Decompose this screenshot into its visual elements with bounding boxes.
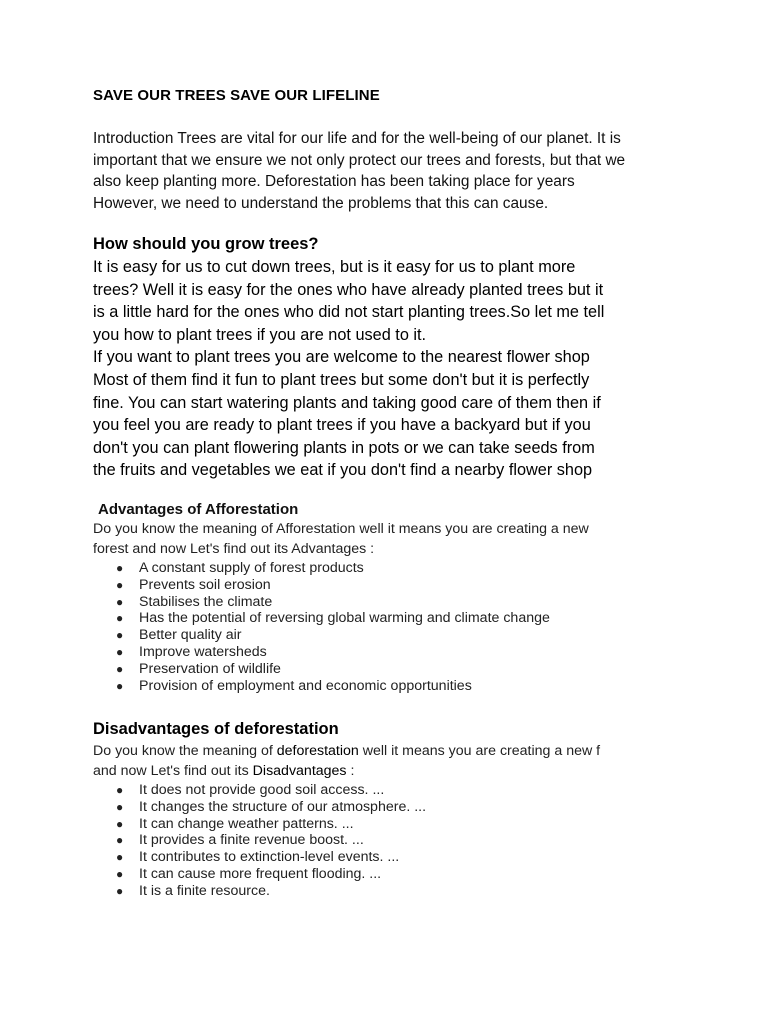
list-item bbox=[112, 661, 550, 678]
intro-line: important that we ensure we not only protect our trees and forests, but that we bbox=[93, 151, 626, 169]
list-item bbox=[112, 782, 426, 799]
advantages-intro-line: forest and now Let's find out its Advantages : bbox=[93, 541, 375, 557]
list-item-text: A constant supply of forest products bbox=[139, 560, 364, 576]
bullet-icon: ● bbox=[116, 661, 124, 676]
grow-line: If you want to plant trees you are welcome to the nearest flower shop bbox=[93, 348, 590, 367]
intro-text: well it means you are creating a new f bbox=[358, 743, 601, 759]
list-item-text: It contributes to extinction-level events. ... bbox=[139, 849, 400, 866]
list-item-text: Provision of employment and economic opportunities bbox=[139, 677, 472, 694]
list-item bbox=[112, 610, 550, 627]
advantages-list bbox=[112, 560, 550, 694]
bullet-icon: ● bbox=[116, 644, 124, 659]
intro-text: and now Let's find out its bbox=[93, 763, 253, 779]
grow-line: fine. You can start watering plants and taking good care of them then if bbox=[93, 393, 601, 412]
bullet-icon: ● bbox=[116, 611, 124, 626]
bullet-icon: ● bbox=[116, 577, 124, 592]
intro-text: Do you know the meaning of bbox=[93, 743, 277, 759]
bullet-icon: ● bbox=[116, 833, 124, 848]
keyword-disadvantages: Disadvantages bbox=[252, 763, 347, 779]
list-item bbox=[112, 577, 550, 594]
list-item-text: It is a finite resource. bbox=[139, 882, 270, 899]
grow-line: is a little hard for the ones who did not start planting trees.So let me tell bbox=[93, 303, 605, 322]
grow-line: the fruits and vegetables we eat if you don't find a nearby flower shop bbox=[93, 461, 593, 480]
intro-line: also keep planting more. Deforestation has been taking place for years bbox=[93, 173, 575, 190]
bullet-icon: ● bbox=[116, 594, 124, 609]
list-item-text: It does not provide good soil access. ... bbox=[139, 782, 385, 798]
list-item-text: Preservation of wildlife bbox=[139, 660, 281, 677]
list-item-text: Improve watersheds bbox=[139, 643, 267, 660]
list-item bbox=[112, 883, 426, 900]
grow-line: you feel you are ready to plant trees if you have a backyard but if you bbox=[93, 416, 591, 435]
list-item-text: It can change weather patterns. ... bbox=[139, 815, 354, 832]
list-item-text: It changes the structure of our atmosphere. ... bbox=[139, 798, 427, 815]
bullet-icon: ● bbox=[116, 799, 124, 814]
list-item bbox=[112, 799, 426, 816]
list-item bbox=[112, 678, 550, 695]
bullet-icon: ● bbox=[116, 678, 124, 693]
list-item-text: It provides a finite revenue boost. ... bbox=[139, 832, 364, 849]
intro-line: Introduction Trees are vital for our life and for the well-being of our planet. It is bbox=[93, 130, 621, 147]
document-title: SAVE OUR TREES SAVE OUR LIFELINE bbox=[93, 87, 380, 104]
list-item-text: Better quality air bbox=[139, 627, 242, 644]
list-item-text: It can cause more frequent flooding. ... bbox=[139, 865, 382, 882]
grow-line: don't you can plant flowering plants in pots or we can take seeds from bbox=[93, 438, 595, 457]
grow-trees-heading: How should you grow trees? bbox=[93, 235, 319, 253]
list-item bbox=[112, 832, 426, 849]
grow-line: you how to plant trees if you are not used to it. bbox=[93, 325, 427, 344]
disadvantages-list bbox=[112, 782, 426, 900]
list-item bbox=[112, 849, 426, 866]
intro-line: However, we need to understand the problems that this can cause. bbox=[93, 194, 549, 212]
disadvantages-intro-line bbox=[93, 761, 600, 781]
bullet-icon: ● bbox=[116, 628, 124, 643]
intro-text: : bbox=[346, 763, 355, 779]
grow-line: Most of them find it fun to plant trees but some don't but it is perfectly bbox=[93, 370, 590, 389]
advantages-heading: Advantages of Afforestation bbox=[98, 501, 299, 518]
list-item bbox=[112, 627, 550, 644]
grow-line: It is easy for us to cut down trees, but is it easy for us to plant more bbox=[93, 258, 576, 276]
list-item-text: Prevents soil erosion bbox=[139, 576, 271, 593]
disadvantages-intro-line bbox=[93, 741, 600, 761]
disadvantages-intro bbox=[93, 741, 600, 781]
bullet-icon: ● bbox=[116, 850, 124, 865]
bullet-icon: ● bbox=[116, 561, 124, 575]
bullet-icon: ● bbox=[116, 816, 124, 831]
bullet-icon: ● bbox=[116, 883, 124, 898]
list-item bbox=[112, 866, 426, 883]
list-item-text: Has the potential of reversing global warming and climate change bbox=[139, 610, 550, 627]
bullet-icon: ● bbox=[116, 783, 124, 797]
disadvantages-heading: Disadvantages of deforestation bbox=[93, 720, 339, 738]
bullet-icon: ● bbox=[116, 866, 124, 881]
advantages-intro-line: Do you know the meaning of Afforestation well it means you are creating a new bbox=[93, 521, 589, 537]
list-item bbox=[112, 594, 550, 611]
grow-line: trees? Well it is easy for the ones who have already planted trees but it bbox=[93, 280, 604, 299]
list-item bbox=[112, 644, 550, 661]
list-item bbox=[112, 560, 550, 577]
advantages-intro bbox=[93, 519, 589, 559]
intro-paragraph bbox=[93, 128, 693, 214]
list-item bbox=[112, 816, 426, 833]
keyword-deforestation: deforestation bbox=[276, 743, 359, 759]
grow-trees-paragraph bbox=[93, 256, 604, 482]
list-item-text: Stabilises the climate bbox=[139, 593, 273, 610]
